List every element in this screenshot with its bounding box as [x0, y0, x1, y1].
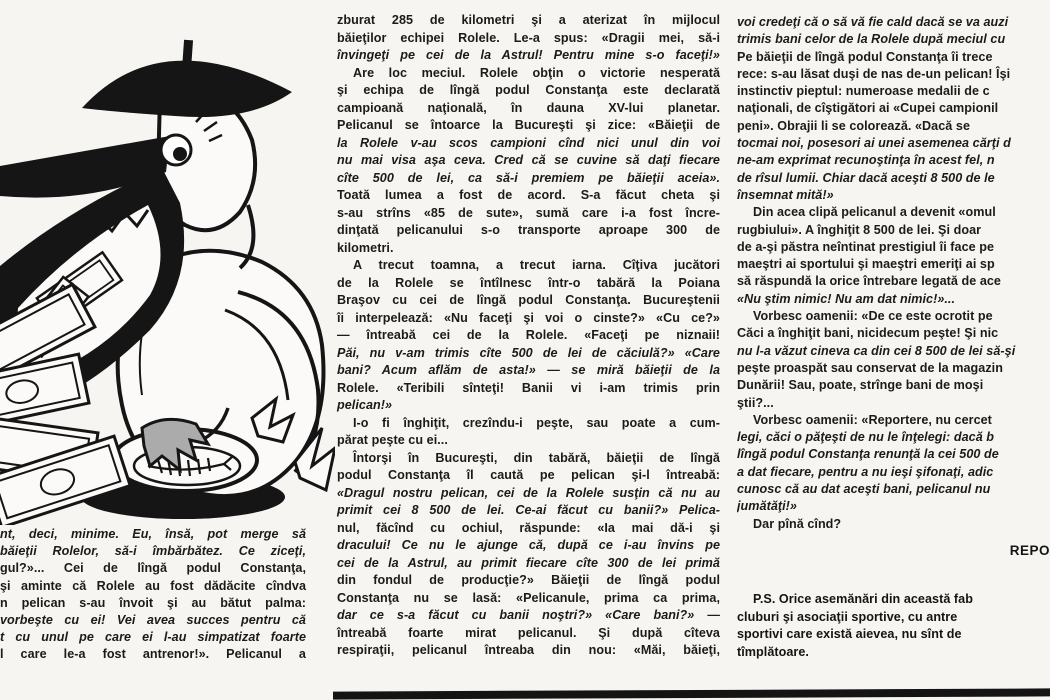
text-line: Întorşi în Bucureşti, din tabără, băieţii de lîngă	[353, 450, 720, 465]
text-line: vorbeşte cu ei! Vei avea succes pentru că	[0, 613, 306, 628]
text-line: rece: s-au lăsat duşi de nas de-un pelican! Îşi	[737, 66, 1011, 81]
text-line: cluburi şi asociaţii sportive, cu antre	[737, 609, 958, 624]
text-line: dracului! Ce nu le ajunge că, după ce i-au învins pe	[337, 538, 720, 552]
text-line: de rîsul lumii. Chiar dacă aceşti 8 500 de le	[737, 170, 995, 185]
text-line: a dat fiecare, pentru a nu ieşi şifonaţi, adic	[737, 464, 994, 479]
text-line: gul?»... Cei de lîngă podul Constanţa,	[0, 561, 306, 576]
text-line: Vorbesc oamenii: «De ce este ocrotit pe	[753, 309, 993, 324]
text-line: lîngă podul Constanţa renunţă la cei 500 de	[737, 447, 999, 462]
text-line: t cu unul pe care ei l-au simpatizat foarte	[0, 630, 306, 645]
text-line: nu l-a văzut cineva ca din cei 8 500 de lei să-şi	[737, 343, 1016, 358]
reporter-signature: REPO	[1009, 543, 1050, 558]
text-line: cunosc că au dat aceşti bani, pelicanul nu	[737, 482, 991, 497]
text-line: ne-am exprimat recunoştinţa în acest fel, n	[737, 153, 995, 168]
text-line: Vorbesc oamenii: «Reportere, nu cercet	[753, 412, 992, 427]
text-line: băieţilor echipei Rolele. Le-a spus: «Dragii mei, să-i	[337, 30, 720, 45]
text-line: de a-şi păstra neîntinat prestigiul îi face pe	[737, 239, 995, 254]
text-line: naţionali, de cîştigători ai «Cupei campionil	[737, 101, 999, 116]
text-line: ştii?...	[737, 395, 774, 410]
text-line: I-o fi înghiţit, crezîndu-i peşte, sau poate a cum-	[353, 415, 720, 430]
text-line: tîmplătoare.	[737, 644, 809, 659]
middle-column	[337, 12, 720, 660]
text-line: Pelicanul se întoarce la Bucureşti şi zice: «Băieţii de	[337, 118, 720, 132]
text-line: podul Constanţa îl caută pe pelican şi-l întreabă:	[337, 468, 720, 482]
text-line: bani? Acum aflăm de asta!» — se miră băieţii de la	[337, 363, 720, 377]
text-line: campioană naţională, în dauna XV-lui planetar.	[337, 100, 720, 115]
text-line: pelican!»	[337, 398, 393, 412]
text-line: părat peşte cu ei...	[337, 433, 448, 447]
text-line: Căci a înghiţit bani, nicidecum peşte! Şi nic	[737, 326, 999, 341]
text-line: l care le-a fost antrenor!». Pelicanul a	[0, 647, 306, 662]
text-line: nt, deci, minime. Eu, însă, pot merge să	[0, 527, 306, 541]
text-line: P.S. Orice asemănări din această fab	[753, 592, 973, 606]
bottom-divider	[333, 688, 1050, 699]
text-line: maeştri ai sportului şi maeştri emeriţi ai sp	[737, 257, 995, 272]
text-line: şi aminte că Rolele au fost dădăcite cîndva	[0, 578, 306, 593]
text-line: voi credeţi că o să vă fie cald dacă se va auzi	[737, 15, 1009, 29]
text-line: învingeţi pe cei de la Astrul! Pentru mine s-o faceţi!»	[337, 48, 720, 62]
text-line: n pelican s-au învoit şi au bătut palma:	[0, 595, 306, 610]
text-line: Rolele. «Teribili sînteţi! Banii vi i-am trimis prin	[337, 380, 720, 395]
text-line: zburat 285 de kilometri şi a aterizat în mijlocul	[337, 13, 720, 27]
text-line: din fondul de producţie?» Băieţii de lîngă podul	[337, 573, 720, 587]
text-line: — întreabă cei de la Rolele. «Faceţi pe niznaii!	[337, 328, 720, 342]
text-line: «Dragul nostru pelican, cei de la Rolele susţin că nu au	[337, 485, 720, 500]
text-line: Braşov cu cei de lîngă podul Constanţa. Bucureştenii	[337, 293, 720, 307]
text-line: şi echipa de lîngă podul Constanţa este declarată	[337, 83, 720, 97]
text-line: Pe băieţii de lîngă podul Constanţa îi trece	[737, 49, 993, 64]
pelican-cartoon-illustration	[0, 0, 335, 525]
text-line: peni». Obrajii li se colorează. «Dacă se	[737, 118, 970, 133]
text-line: dinţată pelicanului s-o transporte aproape 300 de	[337, 223, 720, 237]
text-line: legi, căci o păţeşti de nu le înţelegi: dacă b	[737, 430, 995, 445]
text-line: nu mai visa aşa ceva. Cred că se cuvine să daţi fiecare	[337, 153, 720, 167]
text-line: dar ce s-a făcut cu banii noştri?» «Care bani?» —	[337, 608, 720, 622]
text-line: la Rolele v-au scos campioni cînd nici unul din voi	[337, 135, 720, 150]
text-line: Are loc meciul. Rolele obţin o victorie nesperată	[353, 65, 720, 80]
text-line: cîte 500 de lei, ca să-i premiem pe băieţii aceia».	[337, 170, 720, 185]
text-line: Dunării! Sau, poate, strînge bani de moşi	[737, 378, 984, 393]
text-line: jumătăţi!»	[737, 499, 797, 514]
text-line: băieţii Rolelor, să-i îmbărbătez. Ce ziceţi,	[0, 544, 306, 559]
text-line: «Nu ştim nimic! Nu am dat nimic!»...	[737, 291, 956, 306]
text-line: nul, făcînd cu ochiul, răspunde: «Ia mai dă-i şi	[337, 520, 720, 535]
text-line: primit cei 8 500 de lei. Ce-ai făcut cu banii?» Pelica-	[337, 503, 720, 517]
text-line: să răspundă la orice întrebare legată de ace	[737, 274, 1001, 289]
text-line: Constanţa nu se lasă: «Pelicanule, prima ca prima,	[337, 590, 720, 605]
text-line: instinctiv pieptul: numeroase medalii de c	[737, 84, 990, 99]
text-line: Păi, nu v-am trimis cîte 500 de lei de căciulă?» «Care	[337, 345, 720, 360]
text-line: Dar pînă cînd?	[753, 516, 842, 531]
text-line: îi interpelează: «Nu faceţi şi voi o cinste?» «Cu ce?»	[337, 310, 720, 325]
text-line: Din acea clipă pelicanul a devenit «omul	[753, 205, 996, 220]
text-line: de la Rolele se întîlnesc într-o tabără la Poiana	[337, 275, 720, 290]
text-line: tocmai noi, posesori ai unei asemenea cărţi d	[737, 136, 1011, 151]
text-line: rugbiului». A înghiţit 8 500 de lei. Şi doar	[737, 222, 982, 237]
text-line: sportivi care există aievea, nu sînt de	[737, 627, 962, 641]
text-line: însemnat mită!»	[737, 187, 834, 202]
text-line: kilometri.	[337, 240, 394, 255]
text-line: s-au strîns «85 de sute», sumă care i-a fost încre-	[337, 205, 720, 220]
text-line: trimis bani celor de la Rolele după meciul cu	[737, 32, 1006, 47]
bottom-left-column	[0, 526, 306, 664]
text-line: întreabă foarte mirat pelicanul. Şi după cîteva	[337, 625, 720, 640]
right-column	[737, 14, 1050, 533]
text-line: cei de la Astrul, au primit fiecare cîte 300 de lei primă	[337, 555, 720, 570]
text-line: peşte proaspăt sau conservat de la magazin	[737, 360, 1003, 375]
postscript-block	[737, 591, 1050, 661]
text-line: Toată lumea a fost de acord. S-a făcut cheta şi	[337, 188, 720, 202]
text-line: respiraţii, pelicanul întreaba din nou: «Măi, băieţi,	[337, 643, 720, 657]
text-line: A trecut toamna, a trecut iarna. Cîţiva jucători	[353, 258, 720, 272]
